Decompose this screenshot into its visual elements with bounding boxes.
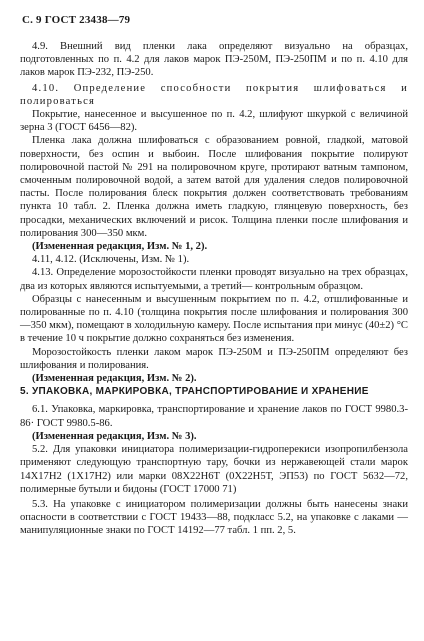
amendment-note-5-1: (Измененная редакция, Изм. № 3). [32, 430, 197, 442]
paragraph-4-10-b: Пленка лака должна шлифоваться с образованием ровной, гладкой, матовой поверхности, без оспин и выбоин. После шлифования покрытие полируют полировочной пастой № 291 на полировочном круге, протирают ватным тампоном, смоченным полировочной водой, а затем ватой для удаления следов полировочной пасты. После полирования блеск покрытия должен соответствовать требованиям пункта 10 табл. 2. Пленка должна иметь гладкую, глянцевую поверхность, без просадки, механических включений и рисок. Толщина пленки после шлифования и полирования 300—350 мкм. [20, 135, 408, 239]
paragraph-4-13-c: Морозостойкость пленки лаком марок ПЭ-250М и ПЭ-250ПМ определяют без шлифования и полирования. [20, 346, 408, 371]
amendment-note-4-13: (Измененная редакция, Изм. № 2). [32, 373, 197, 385]
paragraph-4-13: 4.13. Определение морозостойкости пленки проводят визуально на трех образцах, два из которых являются испытуемыми, а третий— контрольным образцом. [20, 267, 408, 292]
paragraph-4-10-a: Покрытие, нанесенное и высушенное по п. 4.2, шлифуют шкуркой с величиной зерна 3 (ГОСТ 6456—82). [20, 109, 408, 134]
paragraph-4-10-heading: 4.10. Определение способности покрытия шлифоваться и полироваться [20, 82, 408, 107]
document-body [20, 40, 408, 538]
paragraph-5-3: 5.3. На упаковке с инициатором полимеризации должны быть нанесены знаки опасности в соответствии с ГОСТ 19433—88, подкласс 5.2, на упаковке с лаками — манипуляционные знаки по ГОСТ 14192—77 табл. 1 пп. 2, 5. [20, 498, 408, 537]
paragraph-4-9: 4.9. Внешний вид пленки лака определяют визуально на образцах, подготовленных по п. 4.2 для лаков марок ПЭ-250М, ПЭ-250ПМ и по п. 4.10 для лаков марок ПЭ-232, ПЭ-250. [20, 41, 408, 79]
paragraph-5-1: 6.1. Упаковка, маркировка, транспортирование и хранение лаков по ГОСТ 9980.3-86· ГОСТ 9980.5-86. [20, 404, 408, 429]
section-5-title: 5. УПАКОВКА, МАРКИРОВКА, ТРАНСПОРТИРОВАНИЕ И ХРАНЕНИЕ [20, 386, 369, 398]
paragraph-5-2: 5.2. Для упаковки инициатора полимеризации-гидроперекиси изопропилбензола применяют следующую транспортную тару, бочки из нержавеющей стали марок 14Х17Н2 (1Х17Н2) или марки 08Х22Н6Т (0Х22Н5Т, ЭП53) по ГОСТ 5632—72, полимерные бутыли и бидоны (ГОСТ 17000 71) [20, 444, 408, 495]
paragraph-4-11: 4.11, 4.12. (Исключены, Изм. № 1). [32, 254, 190, 266]
paragraph-4-13-b: Образцы с нанесенным и высушенным покрытием по п. 4.2, отшлифованные и полированные по п. 4.10 (толщина покрытия после шлифования и полирования 300—350 мкм), помещают в холодильную камеру. После испытания при минус (40±2) °С в течение 10 ч покрытие должно сохраняться без изменения. [20, 293, 408, 345]
amendment-note-4-10: (Измененная редакция, Изм. № 1, 2). [32, 241, 208, 253]
page-header: С. 9 ГОСТ 23438—79 [22, 14, 131, 26]
